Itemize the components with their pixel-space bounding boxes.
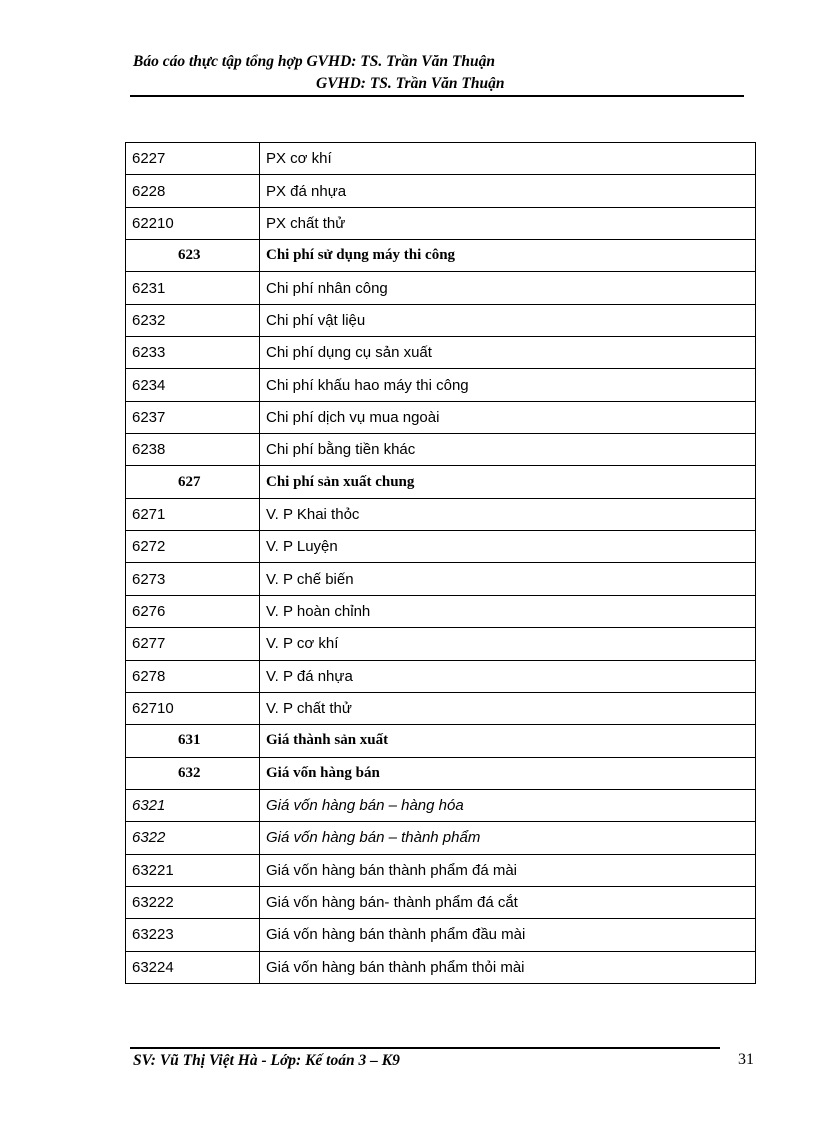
account-name: Chi phí nhân công	[260, 272, 756, 304]
account-name: Chi phí vật liệu	[260, 304, 756, 336]
report-header-title: Báo cáo thực tập tổng hợp GVHD: TS. Trần Văn Thuận	[133, 53, 495, 70]
account-name: Chi phí sản xuất chung	[260, 466, 756, 498]
account-name: Giá vốn hàng bán thành phẩm đá mài	[260, 854, 756, 886]
account-code: 63222	[126, 886, 260, 918]
account-code: 631	[126, 725, 260, 757]
header-divider	[130, 95, 744, 97]
account-code: 6238	[126, 434, 260, 466]
account-code: 63223	[126, 919, 260, 951]
table-row	[126, 886, 756, 918]
account-code: 627	[126, 466, 260, 498]
table-row	[126, 822, 756, 854]
account-code: 6273	[126, 563, 260, 595]
account-code: 6278	[126, 660, 260, 692]
table-row	[126, 660, 756, 692]
account-name: Chi phí dịch vụ mua ngoài	[260, 401, 756, 433]
table-row	[126, 434, 756, 466]
account-code: 63224	[126, 951, 260, 983]
table-row	[126, 401, 756, 433]
account-code: 6237	[126, 401, 260, 433]
account-table	[125, 142, 756, 984]
account-name: Giá vốn hàng bán – hàng hóa	[260, 789, 756, 821]
account-name: Chi phí dụng cụ sản xuất	[260, 337, 756, 369]
table-group-row	[126, 466, 756, 498]
table-group-row	[126, 240, 756, 272]
account-code: 63221	[126, 854, 260, 886]
account-code: 62210	[126, 207, 260, 239]
table-row	[126, 337, 756, 369]
account-code: 6232	[126, 304, 260, 336]
account-code: 62710	[126, 692, 260, 724]
account-name: PX cơ khí	[260, 143, 756, 175]
account-name: Chi phí bằng tiền khác	[260, 434, 756, 466]
account-name: PX đá nhựa	[260, 175, 756, 207]
page-number: 31	[738, 1051, 754, 1068]
table-row	[126, 272, 756, 304]
account-code: 6272	[126, 531, 260, 563]
account-code: 6231	[126, 272, 260, 304]
account-name: Giá vốn hàng bán	[260, 757, 756, 789]
footer-divider	[130, 1047, 720, 1049]
table-row	[126, 854, 756, 886]
account-name: Giá vốn hàng bán thành phẩm thỏi mài	[260, 951, 756, 983]
table-group-row	[126, 725, 756, 757]
account-name: V. P hoàn chỉnh	[260, 595, 756, 627]
account-code: 6277	[126, 628, 260, 660]
account-code: 6271	[126, 498, 260, 530]
account-name: Giá vốn hàng bán- thành phẩm đá cắt	[260, 886, 756, 918]
table-row	[126, 628, 756, 660]
account-code: 6322	[126, 822, 260, 854]
account-code: 632	[126, 757, 260, 789]
account-name: V. P Luyện	[260, 531, 756, 563]
table-row	[126, 692, 756, 724]
table-row	[126, 207, 756, 239]
table-row	[126, 531, 756, 563]
account-code: 6276	[126, 595, 260, 627]
table-row	[126, 919, 756, 951]
account-name: Chi phí khấu hao máy thi công	[260, 369, 756, 401]
account-code: 6233	[126, 337, 260, 369]
account-code: 623	[126, 240, 260, 272]
account-code: 6234	[126, 369, 260, 401]
table-row	[126, 143, 756, 175]
table-row	[126, 595, 756, 627]
table-row	[126, 304, 756, 336]
account-code: 6228	[126, 175, 260, 207]
account-code: 6321	[126, 789, 260, 821]
account-name: Giá vốn hàng bán thành phẩm đầu mài	[260, 919, 756, 951]
account-name: Giá vốn hàng bán – thành phẩm	[260, 822, 756, 854]
account-name: PX chất thử	[260, 207, 756, 239]
table-row	[126, 498, 756, 530]
table-row	[126, 563, 756, 595]
table-row	[126, 951, 756, 983]
account-name: Giá thành sản xuất	[260, 725, 756, 757]
account-name: Chi phí sử dụng máy thi công	[260, 240, 756, 272]
account-name: V. P cơ khí	[260, 628, 756, 660]
account-name: V. P Khai thỏc	[260, 498, 756, 530]
table-row	[126, 369, 756, 401]
account-name: V. P chất thử	[260, 692, 756, 724]
table-row	[126, 789, 756, 821]
table-row	[126, 175, 756, 207]
account-code: 6227	[126, 143, 260, 175]
footer-student-info: SV: Vũ Thị Việt Hà - Lớp: Kế toán 3 – K9	[133, 1052, 400, 1069]
account-name: V. P đá nhựa	[260, 660, 756, 692]
account-name: V. P chế biến	[260, 563, 756, 595]
table-group-row	[126, 757, 756, 789]
report-header-supervisor: GVHD: TS. Trần Văn Thuận	[316, 75, 505, 92]
